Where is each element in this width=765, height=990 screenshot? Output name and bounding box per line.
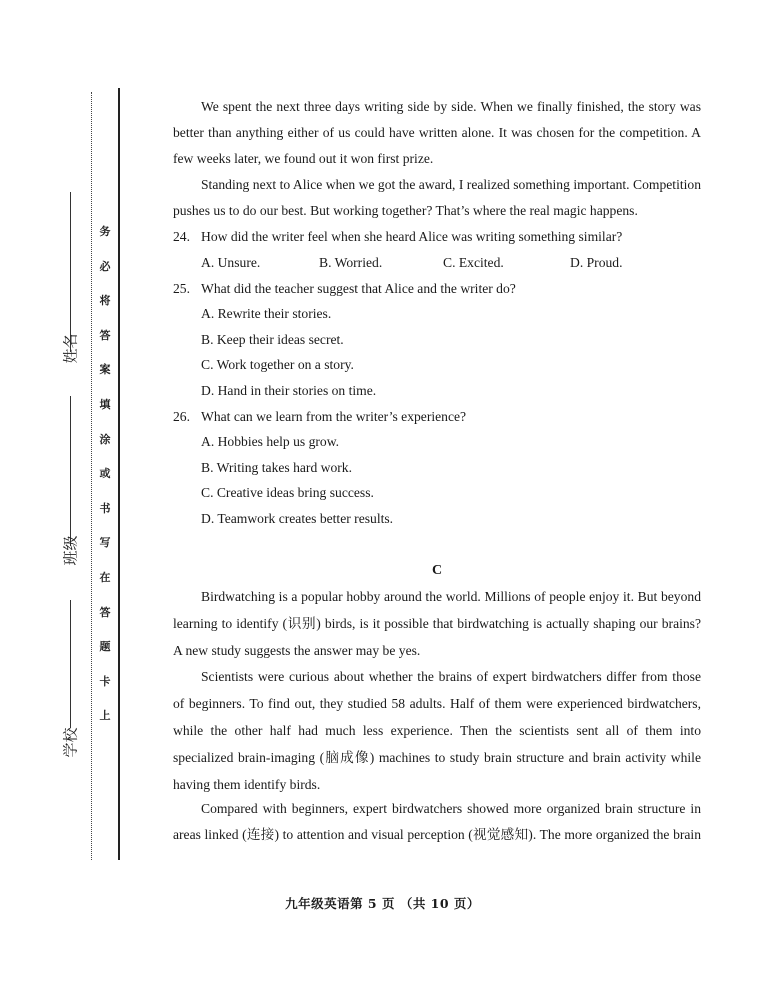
passage-line: better than anything either of us could have written alone. It was chosen for the competition. A: [173, 125, 701, 140]
notice-char: 题: [99, 640, 111, 654]
question-number: 25.: [173, 281, 190, 296]
option-c: C. Creative ideas bring success.: [201, 485, 374, 500]
question-text: What can we learn from the writer’s experience?: [201, 409, 467, 424]
passage-line: pushes us to do our best. But working together? That’s where the real magic happens.: [173, 203, 638, 218]
notice-char: 必: [99, 259, 111, 273]
notice-char: 答: [99, 605, 111, 619]
option-d: D. Proud.: [570, 255, 623, 270]
question-25: [173, 276, 701, 302]
notice-char: 书: [99, 501, 111, 515]
passage-line: Scientists were curious about whether the brains of expert birdwatchers differ from those: [201, 669, 701, 684]
question-number: 26.: [173, 409, 190, 424]
notice-char: 卡: [99, 674, 111, 688]
notice-char: 或: [99, 467, 111, 481]
option-d: D. Hand in their stories on time.: [201, 383, 377, 398]
passage-line: Compared with beginners, expert birdwatchers showed more organized brain structure in: [201, 801, 701, 816]
passage-line: Birdwatching is a popular hobby around the world. Millions of people enjoy it. But beyond: [201, 589, 701, 604]
notice-char: 案: [99, 363, 111, 377]
option-a: A. Unsure.: [201, 255, 261, 270]
notice-char: 在: [99, 570, 111, 584]
answer-card-notice: [97, 226, 113, 745]
school-field-label: 学校: [61, 727, 80, 758]
question-text: How did the writer feel when she heard Alice was writing something similar?: [201, 229, 623, 244]
question-24-options: [201, 250, 701, 276]
binding-solid-line: [118, 88, 120, 860]
question-text: What did the teacher suggest that Alice and the writer do?: [201, 281, 516, 296]
question-26: [173, 404, 701, 430]
class-field-label: 班级: [61, 535, 80, 566]
notice-char: 将: [99, 294, 111, 308]
notice-char: 上: [99, 709, 111, 723]
notice-char: 填: [99, 397, 111, 411]
option-c: C. Excited.: [443, 255, 504, 270]
passage-line: having them identify birds.: [173, 777, 321, 792]
section-c-title: C: [431, 563, 443, 578]
question-number: 24.: [173, 229, 190, 244]
name-blank-line: [70, 192, 71, 352]
option-a: A. Rewrite their stories.: [201, 306, 332, 321]
option-b: B. Worried.: [319, 255, 383, 270]
option-b: B. Keep their ideas secret.: [201, 332, 344, 347]
passage-line: few weeks later, we found out it won first prize.: [173, 151, 434, 166]
binding-dotted-line: [91, 92, 92, 860]
passage-line: Standing next to Alice when we got the award, I realized something important. Competition: [201, 177, 701, 192]
passage-line: of beginners. To find out, they studied 58 adults. Half of them were experienced birdwatchers,: [173, 696, 701, 711]
passage-line: specialized brain-imaging (脑成像) machines to study brain structure and brain activity while: [173, 750, 701, 765]
page-footer: 九年级英语第 5 页 （共 10 页）: [285, 896, 480, 911]
option-d: D. Teamwork creates better results.: [201, 511, 394, 526]
notice-char: 涂: [99, 432, 111, 446]
class-blank-line: [70, 396, 71, 546]
notice-char: 写: [99, 536, 111, 550]
school-blank-line: [70, 600, 71, 728]
passage-line: A new study suggests the answer may be yes.: [173, 643, 421, 658]
passage-line: while the other half had much less experience. Then the scientists sent all of them into: [173, 723, 701, 738]
passage-line: areas linked (连接) to attention and visual perception (视觉感知). The more organized the brain: [173, 827, 701, 842]
notice-char: 答: [99, 328, 111, 342]
notice-char: 务: [99, 225, 111, 238]
option-a: A. Hobbies help us grow.: [201, 434, 340, 449]
passage-line: learning to identify (识别) birds, is it possible that birdwatching is actually shaping our brains?: [173, 616, 701, 631]
option-c: C. Work together on a story.: [201, 357, 354, 372]
option-b: B. Writing takes hard work.: [201, 460, 352, 475]
passage-line: We spent the next three days writing side by side. When we finally finished, the story was: [201, 99, 701, 114]
question-24: [173, 224, 701, 250]
name-field-label: 姓名: [61, 333, 80, 364]
